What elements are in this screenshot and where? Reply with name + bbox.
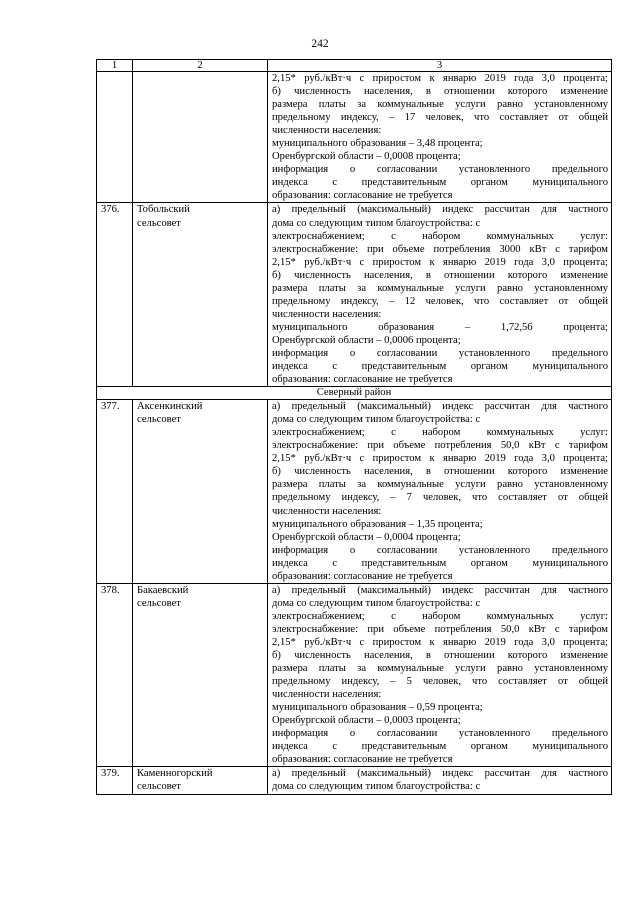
- text-line: б) численность населения, в отношении которого изменение: [272, 650, 608, 662]
- settlement-name: [133, 400, 268, 584]
- text-line: 2,15* руб./кВт·ч с приростом к январю 2019 года 3,0 процента;: [272, 73, 608, 84]
- text-line: дома со следующим типом благоустройства: с: [272, 597, 481, 609]
- text-line: информация о согласовании установленного предельного: [272, 544, 608, 556]
- text-line: а) предельный (максимальный) индекс рассчитан для частного: [272, 401, 608, 413]
- text-line: образования: согласование не требуется: [272, 754, 453, 766]
- text-line: предельному индексу, – 12 человек, что составляет от общей: [272, 295, 608, 307]
- table-row: [97, 583, 612, 767]
- text-line: 2,15* руб./кВт·ч с приростом к январю 2019 года 3,0 процента;: [272, 256, 608, 268]
- text-line: а) предельный (максимальный) индекс рассчитан для частного: [272, 204, 608, 216]
- text-line: размера платы за коммунальные услуги равно установленному: [272, 282, 608, 294]
- text-line: предельному индексу, – 17 человек, что составляет от общей: [272, 112, 608, 124]
- text-line: индекса с представительным органом муниципального: [272, 177, 608, 189]
- text-line: муниципального образования – 0,59 процента;: [272, 702, 483, 714]
- text-line: размера платы за коммунальные услуги равно установленному: [272, 479, 608, 491]
- text-line: образования: согласование не требуется: [272, 190, 453, 202]
- row-number: 378.: [97, 583, 133, 767]
- text-line: электроснабжением; с набором коммунальных услуг:: [272, 427, 608, 439]
- text-line: а) предельный (максимальный) индекс рассчитан для частного: [272, 584, 608, 596]
- text-line: а) предельный (максимальный) индекс рассчитан для частного: [272, 768, 608, 780]
- text-line: индекса с представительным органом муниципального: [272, 557, 608, 569]
- text-line: 2,15* руб./кВт·ч с приростом к январю 2019 года 3,0 процента;: [272, 453, 608, 465]
- description-cell: [268, 767, 612, 794]
- text-line: муниципального образования – 1,72,56 процента;: [272, 321, 608, 333]
- text-line: муниципального образования – 3,48 процента;: [272, 138, 483, 150]
- description-cell: [268, 583, 612, 767]
- description-cell: [268, 203, 612, 387]
- column-header-number: 1: [97, 60, 133, 72]
- table-body: [97, 60, 612, 795]
- text-line: Оренбургской области – 0,0008 процента;: [272, 151, 461, 163]
- text-line: информация о согласовании установленного предельного: [272, 728, 608, 740]
- settlement-name-line: сельсовет: [137, 217, 181, 229]
- text-line: Оренбургской области – 0,0003 процента;: [272, 715, 461, 727]
- row-number: 379.: [97, 767, 133, 794]
- text-line: индекса с представительным органом муниципального: [272, 741, 608, 753]
- text-line: б) численность населения, в отношении которого изменение: [272, 466, 608, 478]
- text-line: б) численность населения, в отношении которого изменение: [272, 269, 608, 281]
- settlement-name-line: Каменногорский: [137, 768, 213, 780]
- text-line: дома со следующим типом благоустройства: с: [272, 217, 481, 229]
- description-cell: [268, 72, 612, 203]
- district-name: Северный район: [97, 387, 612, 400]
- settlement-name-line: Аксенкинский: [137, 401, 203, 413]
- row-number-cell: [97, 72, 133, 203]
- text-line: предельному индексу, – 7 человек, что составляет от общей: [272, 492, 608, 504]
- row-number: 377.: [97, 400, 133, 584]
- settlement-name: [133, 583, 268, 767]
- table-row-continuation: [97, 72, 612, 203]
- text-line: Оренбургской области – 0,0004 процента;: [272, 531, 461, 543]
- text-line: численности населения:: [272, 308, 382, 320]
- text-line: размера платы за коммунальные услуги равно установленному: [272, 99, 608, 111]
- column-header-name: 2: [133, 60, 268, 72]
- text-line: численности населения:: [272, 689, 382, 701]
- description-cell: [268, 400, 612, 584]
- text-line: информация о согласовании установленного предельного: [272, 347, 608, 359]
- settlement-name-line: Бакаевский: [137, 584, 189, 596]
- settlement-name-cell: [133, 72, 268, 203]
- text-line: индекса с представительным органом муниципального: [272, 361, 608, 373]
- settlement-name-line: Тобольский: [137, 204, 190, 216]
- district-row: [97, 387, 612, 400]
- text-line: информация о согласовании установленного предельного: [272, 164, 608, 176]
- row-number: 376.: [97, 203, 133, 387]
- text-line: муниципального образования – 1,35 процента;: [272, 518, 483, 530]
- table-row: [97, 203, 612, 387]
- text-line: размера платы за коммунальные услуги равно установленному: [272, 663, 608, 675]
- text-line: электроснабжение: при объеме потребления 50,0 кВт с тарифом: [272, 440, 608, 452]
- text-line: образования: согласование не требуется: [272, 374, 453, 386]
- text-line: предельному индексу, – 5 человек, что составляет от общей: [272, 676, 608, 688]
- table-row: [97, 400, 612, 584]
- settlement-name-line: сельсовет: [137, 597, 181, 609]
- text-line: электроснабжением; с набором коммунальных услуг:: [272, 230, 608, 242]
- settlement-name: [133, 203, 268, 387]
- table-header-row: [97, 60, 612, 72]
- tariff-index-table: [96, 59, 612, 795]
- settlement-name-line: сельсовет: [137, 781, 181, 793]
- column-header-description: 3: [268, 60, 612, 72]
- text-line: электроснабжение: при объеме потребления 50,0 кВт с тарифом: [272, 623, 608, 635]
- text-line: электроснабжение: при объеме потребления 3000 кВт с тарифом: [272, 243, 608, 255]
- text-line: электроснабжением; с набором коммунальных услуг:: [272, 610, 608, 622]
- text-line: образования: согласование не требуется: [272, 570, 453, 582]
- text-line: численности населения:: [272, 505, 382, 517]
- table-row: [97, 767, 612, 794]
- settlement-name: [133, 767, 268, 794]
- text-line: 2,15* руб./кВт·ч с приростом к январю 2019 года 3,0 процента;: [272, 636, 608, 648]
- text-line: дома со следующим типом благоустройства: с: [272, 781, 481, 793]
- text-line: дома со следующим типом благоустройства: с: [272, 414, 481, 426]
- text-line: Оренбургской области – 0,0006 процента;: [272, 334, 461, 346]
- text-line: численности населения:: [272, 125, 382, 137]
- settlement-name-line: сельсовет: [137, 414, 181, 426]
- page-number: 242: [311, 38, 329, 50]
- text-line: б) численность населения, в отношении которого изменение: [272, 86, 608, 98]
